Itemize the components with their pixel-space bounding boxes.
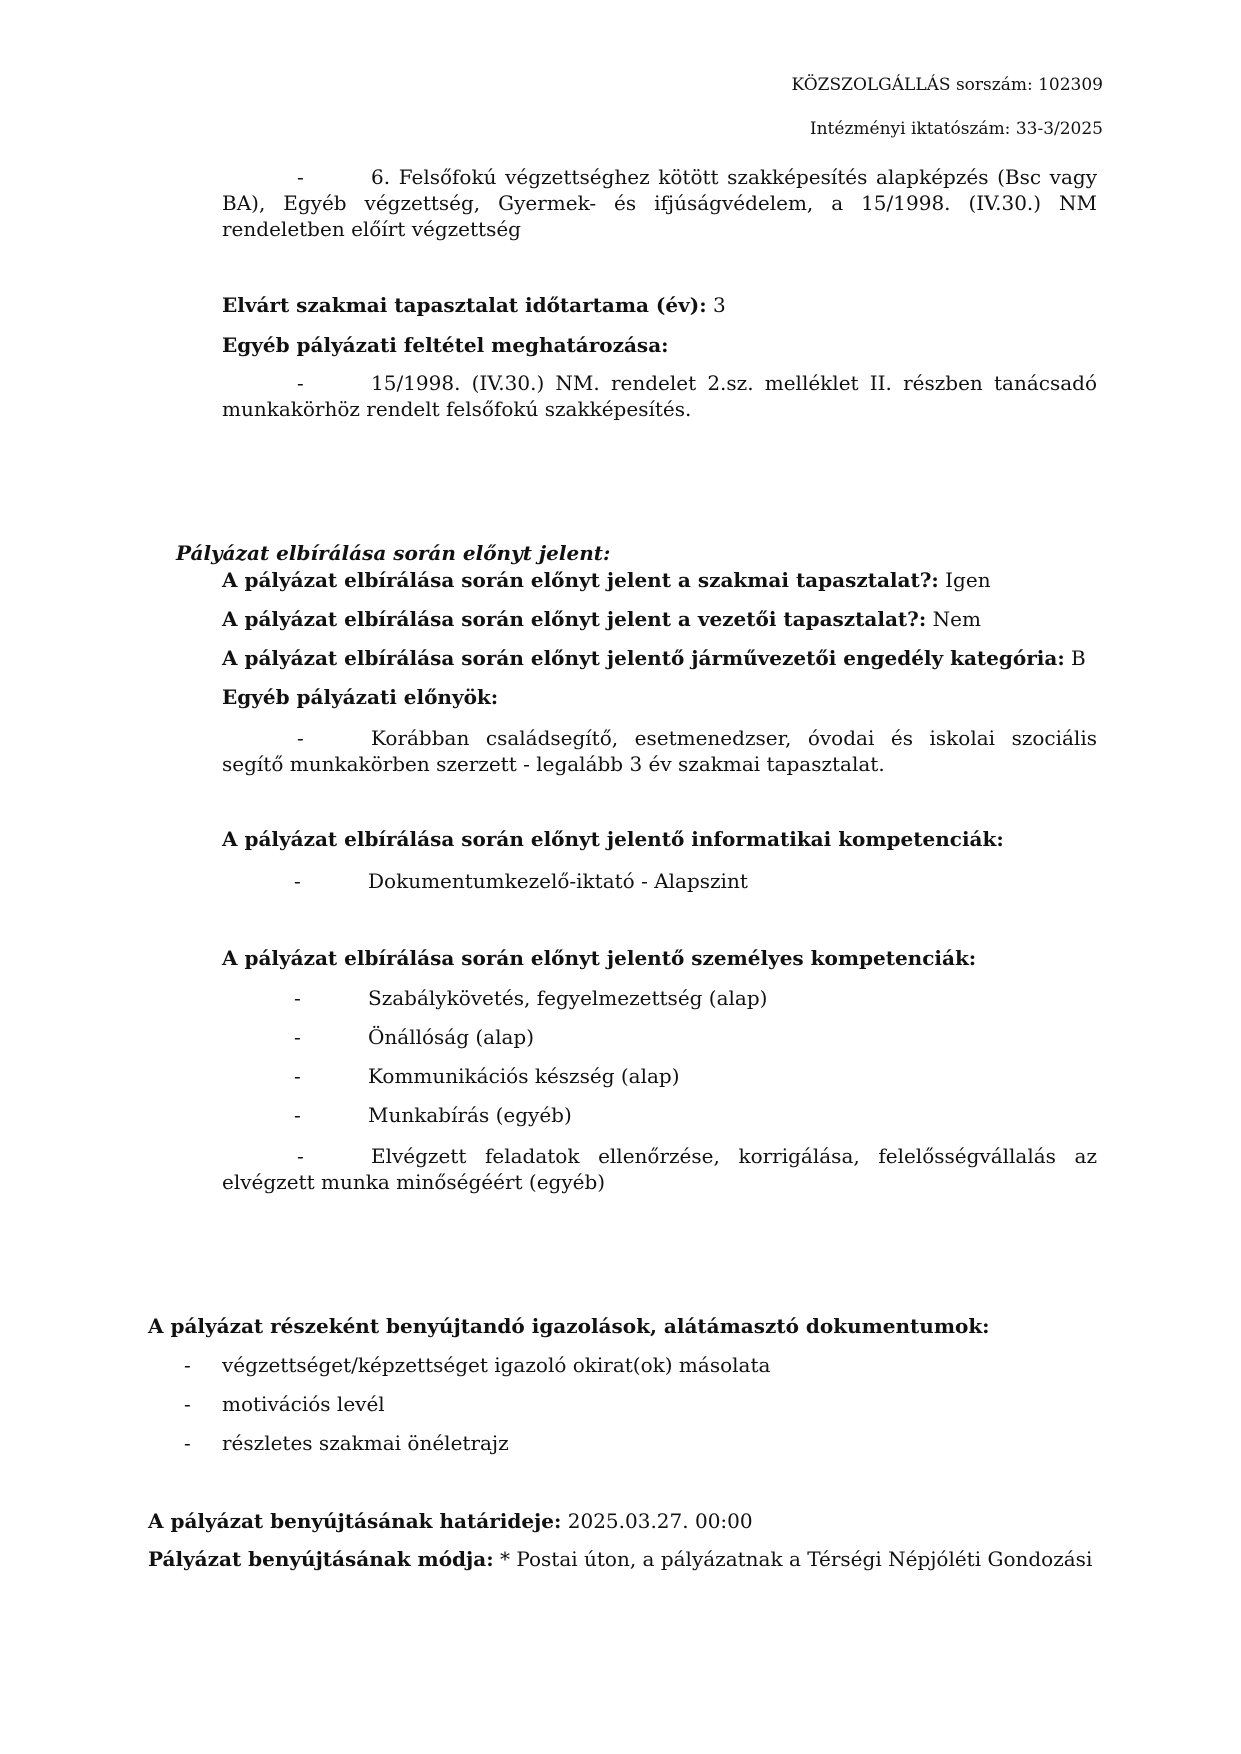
personal-competency-item: Önállóság (alap): [368, 1025, 535, 1049]
other-condition-heading: Egyéb pályázati feltétel meghatározása:: [222, 333, 669, 357]
submission-method-line: [148, 1546, 1092, 1572]
deadline-label: A pályázat benyújtásának határideje:: [148, 1509, 562, 1533]
list-dash: -: [297, 165, 304, 189]
experience-line: [222, 292, 726, 318]
personal-competency-item: Szabálykövetés, fegyelmezettség (alap): [368, 986, 768, 1010]
list-dash: -: [184, 1431, 191, 1455]
document-item: részletes szakmai önéletrajz: [222, 1431, 509, 1455]
filing-number: Intézményi iktatószám: 33-3/2025: [809, 119, 1103, 139]
leadership-experience-line: [222, 606, 981, 632]
professional-experience-line: [222, 567, 991, 593]
driving-license-label: A pályázat elbírálása során előnyt jelentő járművezetői engedély kategória:: [222, 646, 1065, 670]
leadership-experience-label: A pályázat elbírálása során előnyt jelent a vezetői tapasztalat?:: [222, 607, 927, 631]
documents-heading: A pályázat részeként benyújtandó igazolások, alátámasztó dokumentumok:: [148, 1314, 990, 1338]
it-competency-item: Dokumentumkezelő-iktató - Alapszint: [368, 869, 748, 893]
other-condition-text: 15/1998. (IV.30.) NM. rendelet 2.sz. melléklet II. részben tanácsadó munkakörhöz rendelt felsőfokú szakképesítés.: [222, 371, 1097, 421]
professional-experience-value: Igen: [938, 568, 991, 592]
document-item: végzettséget/képzettséget igazoló okirat(ok) másolata: [222, 1353, 771, 1377]
professional-experience-label: A pályázat elbírálása során előnyt jelent a szakmai tapasztalat?:: [222, 568, 939, 592]
serial-number: KÖZSZOLGÁLLÁS sorszám: 102309: [791, 75, 1103, 95]
document-item: motivációs levél: [222, 1392, 385, 1416]
advantages-heading: Pályázat elbírálása során előnyt jelent:: [176, 541, 611, 565]
driving-license-value: B: [1064, 646, 1086, 670]
list-dash: -: [297, 726, 304, 750]
list-dash: -: [294, 986, 301, 1010]
list-dash: -: [184, 1353, 191, 1377]
list-dash: -: [294, 1025, 301, 1049]
it-competencies-heading: A pályázat elbírálása során előnyt jelentő informatikai kompetenciák:: [222, 827, 1004, 851]
list-dash: -: [297, 371, 304, 395]
driving-license-line: [222, 645, 1086, 671]
deadline-value: 2025.03.27. 00:00: [561, 1509, 753, 1533]
deadline-line: [148, 1508, 753, 1534]
other-advantages-text: Korábban családsegítő, esetmenedzser, óvodai és iskolai szociális segítő munkakörben szerzett - legalább 3 év szakmai tapasztalat.: [222, 726, 1097, 776]
other-advantages-item: [222, 725, 1097, 777]
other-condition-item: [222, 370, 1097, 422]
qualification-item: [222, 164, 1097, 242]
experience-label: Elvárt szakmai tapasztalat időtartama (év):: [222, 293, 707, 317]
experience-value: 3: [706, 293, 726, 317]
personal-competency-item-last: [222, 1143, 1097, 1195]
list-dash: -: [294, 1103, 301, 1127]
submission-method-label: Pályázat benyújtásának módja:: [148, 1547, 494, 1571]
qualification-text: 6. Felsőfokú végzettséghez kötött szakképesítés alapképzés (Bsc vagy BA), Egyéb végzettség, Gyermek- és ifjúságvédelem, a 15/1998. (IV.30.) NM rendeletben előírt végzettség: [222, 165, 1097, 241]
personal-competency-last-text: Elvégzett feladatok ellenőrzése, korrigálása, felelősségvállalás az elvégzett munka minőségéért (egyéb): [222, 1144, 1097, 1194]
list-dash: -: [184, 1392, 191, 1416]
personal-competency-item: Munkabírás (egyéb): [368, 1103, 572, 1127]
list-dash: -: [294, 869, 301, 893]
leadership-experience-value: Nem: [926, 607, 981, 631]
submission-method-value: * Postai úton, a pályázatnak a Térségi Népjóléti Gondozási: [493, 1547, 1093, 1571]
other-advantages-heading: Egyéb pályázati előnyök:: [222, 685, 499, 709]
list-dash: -: [297, 1144, 304, 1168]
list-dash: -: [294, 1064, 301, 1088]
personal-competencies-heading: A pályázat elbírálása során előnyt jelentő személyes kompetenciák:: [222, 946, 977, 970]
personal-competency-item: Kommunikációs készség (alap): [368, 1064, 680, 1088]
